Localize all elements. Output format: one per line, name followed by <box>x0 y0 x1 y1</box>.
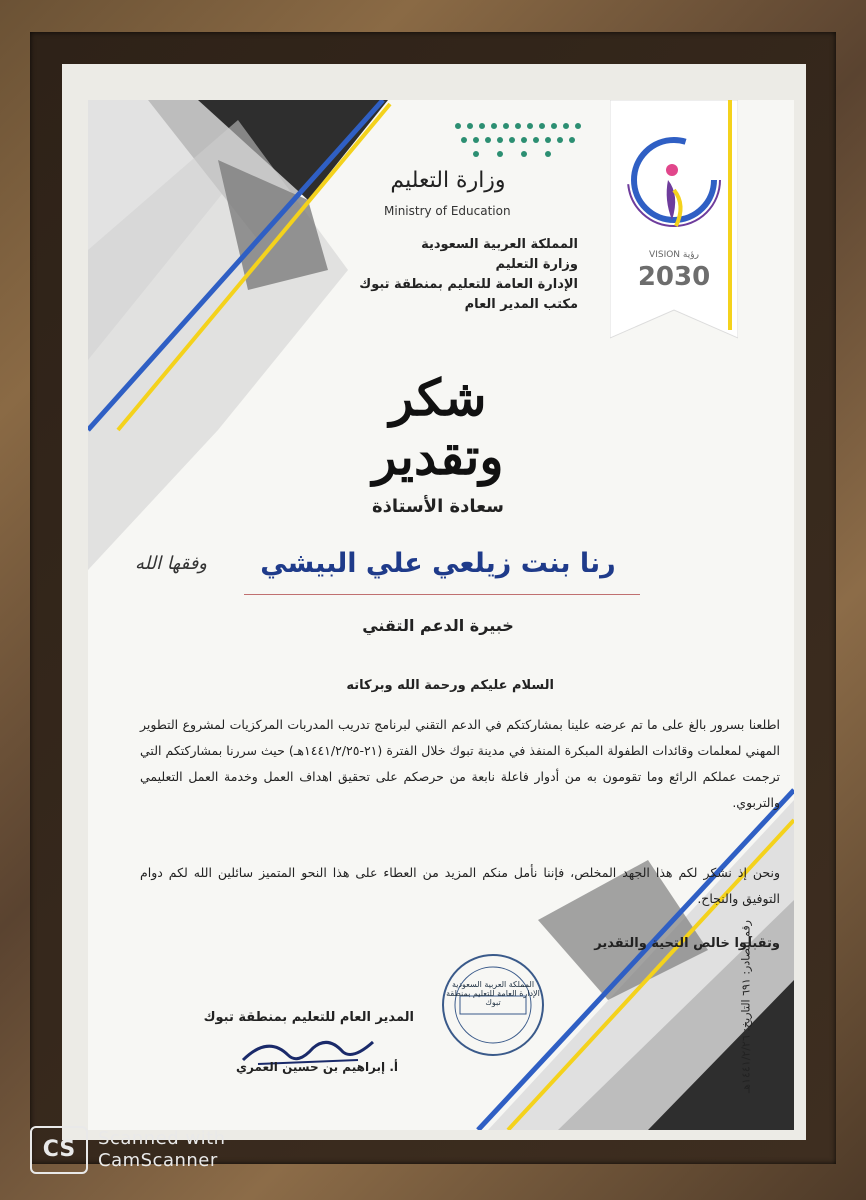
stamp-top-text: المملكة العربية السعودية <box>451 980 535 989</box>
stamp-bottom-text: الإدارة العامة للتعليم بمنطقة تبوك <box>446 989 540 1007</box>
certificate-title: شكر وتقدير <box>372 368 504 486</box>
greeting: السلام عليكم ورحمة الله وبركاته <box>346 678 554 693</box>
stamp-text <box>442 980 544 1007</box>
blessing: وفقها الله <box>135 553 207 574</box>
vision-label: VISION رؤية <box>649 250 699 260</box>
issuer-header <box>338 235 578 315</box>
recipient-name: رنا بنت زيلعي علي البيشي <box>260 548 616 579</box>
ministry-english-name: Ministry of Education <box>384 204 511 218</box>
scanner-line-1: Scanned with <box>98 1128 226 1149</box>
vision-2030-logo-icon <box>610 100 738 344</box>
salutation: سعادة الأستاذة <box>372 496 504 517</box>
camscanner-watermark <box>98 1128 226 1172</box>
camscanner-logo: CS <box>30 1126 88 1174</box>
header-line: مكتب المدير العام <box>464 297 578 312</box>
signatory-name: أ. إبراهيم بن حسين العمري <box>236 1060 398 1074</box>
header-line: وزارة التعليم <box>495 257 578 272</box>
reference-text: رقم الصادر: ٦٩١ التاريخ: ١٤٤١/٢/٢٦هـ <box>739 920 753 1093</box>
closing-line: وتقبلوا خالص التحية والتقدير <box>594 936 780 951</box>
ministry-arabic-name: وزارة التعليم <box>390 168 506 193</box>
body-paragraph-2: ونحن إذ نشكر لكم هذا الجهد المخلص، فإننا نأمل منكم المزيد من العطاء على هذا النحو المتميز سائلين الله لكم دوام التوفيق والنجاح. <box>140 865 780 906</box>
header-line: الإدارة العامة للتعليم بمنطقة تبوك <box>359 277 578 292</box>
signatory-title: المدير العام للتعليم بمنطقة تبوك <box>203 1010 414 1025</box>
certificate-paper <box>88 100 794 1130</box>
header-line: المملكة العربية السعودية <box>421 237 578 252</box>
vision-year: 2030 <box>637 262 711 292</box>
moe-logo-dots-icon <box>448 116 598 166</box>
recipient-role: خبيرة الدعم التقني <box>362 616 514 635</box>
reference-number <box>736 910 752 1110</box>
scanner-line-2: CamScanner <box>98 1150 218 1171</box>
body-paragraph-1: اطلعنا بسرور بالغ على ما تم عرضه علينا بمشاركتكم في الدعم التقني لبرنامج تدريب المدربات المركزيات لمشروع التطوير المهني لمعلمات وقائدات الطفولة المبكرة المنفذ في مدينة تبوك خلال الفترة (٢١-١٤٤١/٢/٢٥هـ) حيث سررنا بمشاركتكم التي ترجمت عملكم الرائع وما تقومون به من أدوار فاعلة نابعة من حرصكم على تحقيق اهداف العمل وخدمة العمل التعليمي والتربوي. <box>140 717 780 810</box>
recipient-underline <box>244 594 640 595</box>
